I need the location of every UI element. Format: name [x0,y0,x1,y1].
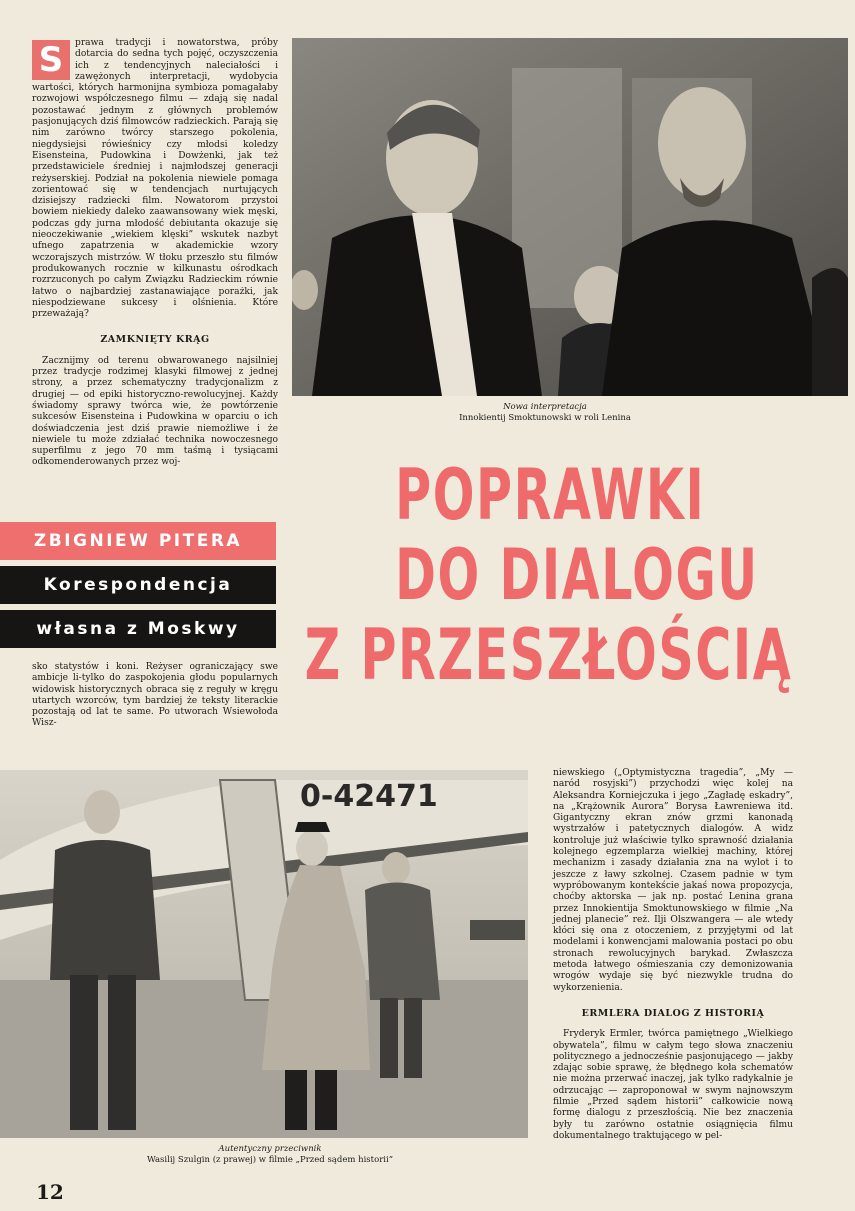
plane-marking: 0-42471 [300,779,438,814]
photo-lenin-scene [292,38,848,396]
caption-bottom-photo [110,1144,430,1166]
caption-bottom-text: Wasilij Szulgin (z prawej) w filmie „Przed sądem historii” [146,1155,394,1165]
paragraph-ermler: Fryderyk Ermler, twórca pamiętnego „Wielkiego obywatela”, filmu w całym tego słowa znaczeniu politycznego a jednocześnie pasjonującego — jakby zdając sobie sprawę, że błędnego koła schematów nie można przerwać inaczej, jak tylko radykalnie je odrzucając — zaproponował w swym najnowszym filmie „Przed sądem historii” całkowicie nową formę dialogu z przeszłością. Nie bez znaczenia były tu zarówno ostatnie osiągnięcia filmu dokumentalnego traktującego w pel- [553,1029,793,1141]
title-line-2: DO DIALOGU [395,534,759,616]
caption-top-photo [395,402,695,424]
column-2 [553,768,793,1146]
paragraph-wiszniewskiego: niewskiego („Optymistyczna tragedia”, „My — naród rosyjski”) przychodzi więc kolej na Aleksandra Korniejczuka i jego „Zagładę eskadry”, na „Krążownik Aurora” Borysa Ławreniewa itd. Gigantyczny ekran znów grzmi kanonadą wystrzałów i patetycznych dialogów. A widz kontroluje już właściwie tylko sprawność działania kolejnego egzemplarza wielkiej machiny, której mechanizm i zasady działania zna na wylot i to jeszcze z ławy szkolnej. Czasem padnie w tym wypróbowanym kontekście jakaś nowa propozycja, choćby aktorska — jak np. postać Lenina grana przez Innokientija Smoktunowskiego w filmie „Na jednej planecie” reż. Ilji Olszwangera — ale wtedy kłóci się ona z otoczeniem, z przyjętymi od lat modelami i konwencjami malowania postaci po obu stronach rewolucyjnych barykad. Zwłaszcza metoda łatwego ośmieszania czy demonizowania wrogów wydaje się być niezwykle trudna do wykorzenienia. [553,768,793,993]
title-line-1: POPRAWKI [395,454,706,536]
photo-airport-scene [0,770,528,1138]
photo-airport-illustration [0,770,528,1138]
band-wlasna-z-moskwy: własna z Moskwy [0,610,276,648]
column-1-top [32,38,278,473]
drop-cap: S [32,40,70,80]
caption-top-text: Innokientij Smoktunowski w roli Lenina [459,413,631,423]
paragraph-2: Zacznijmy od terenu obwarowanego najsilniej przez tradycje rodzimej klasyki filmowej z jednej strony, a przez schematyczny tradycjonalizm z drugiej — od epiki historyczno-rewolucyjnej. Każdy świadomy sprawy twórca wie, że powtórzenie sukcesów Eisensteina i Pudowkina w oparciu o ich doświadczenia jest dziś prawie niemożliwe i że niewiele tu może zdziałać technika nowoczesnego superfilmu z jego 70 mm taśmą i tysiącami odkomenderowanych przez woj- [32,355,278,468]
caption-bottom-title: Autentyczny przeciwnik [218,1144,322,1154]
subheading-zamkniety-krag: ZAMKNIĘTY KRĄG [100,334,210,346]
band-korespondencja: Korespondencja [0,566,276,604]
author-band: ZBIGNIEW PITERA [0,522,276,560]
intro-paragraph: S prawa tradycji i nowatorstwa, próby dotarcia do sedna tych pojęć, oczyszczenia ich z tendencyjnych naleciałości i zawężonych interpretacji, wydobycia wartości, których harmonijna symbioza pomagałaby rozwojowi współczesnego filmu — zdają się nadal pozostawać jednym z głównych problemów pasjonujących dziś filmowców radzieckich. Parają się nim zarówno twórcy starszego pokolenia, niegdysiejsi rówieśnicy czy młodsi koledzy Eisensteina, Pudowkina i Dowżenki, jak też przedstawiciele średniej i najmłodszej generacji reżyserskiej. Podział na pokolenia niewiele pomaga zorientować się w tendencjach nurtujących dzisiejszy radziecki film. Nowatorom przystoi bowiem niekiedy daleko zaawansowany wiek męski, podczas gdy jurna młodość debiutanta okazuje się nieoczekiwanie „wiekiem klęski” wskutek nazbyt ufnego zapatrzenia w akademickie wzory wczorajszych mistrzów. W tłoku przeszło stu filmów produkowanych rocznie w kilkunastu ośrodkach rozrzuconych po całym Związku Radzieckim równie łatwo o najbardziej zastanawiające porażki, jak niespodziewane sukcesy i olśnienia. Które przeważają? [32,38,278,320]
caption-top-title: Nowa interpretacja [503,402,587,412]
article-title [300,454,793,696]
column-1-bottom [32,662,278,734]
page-number: 12 [36,1180,64,1204]
photo-lenin-illustration [292,38,848,396]
paragraph-continuation: sko statystów i koni. Reżyser ograniczający swe ambicje li-tylko do zaspokojenia głodu popularnych widowisk historycznych obraca się z reguły w kręgu utartych wzorców, tym bardziej że teksty literackie pozostają od lat te same. Po utworach Wsiewołoda Wisz- [32,662,278,729]
title-line-3: Z PRZESZŁOŚCIĄ [304,614,793,696]
subheading-ermlera: ERMLERA DIALOG Z HISTORIĄ [581,1007,765,1019]
